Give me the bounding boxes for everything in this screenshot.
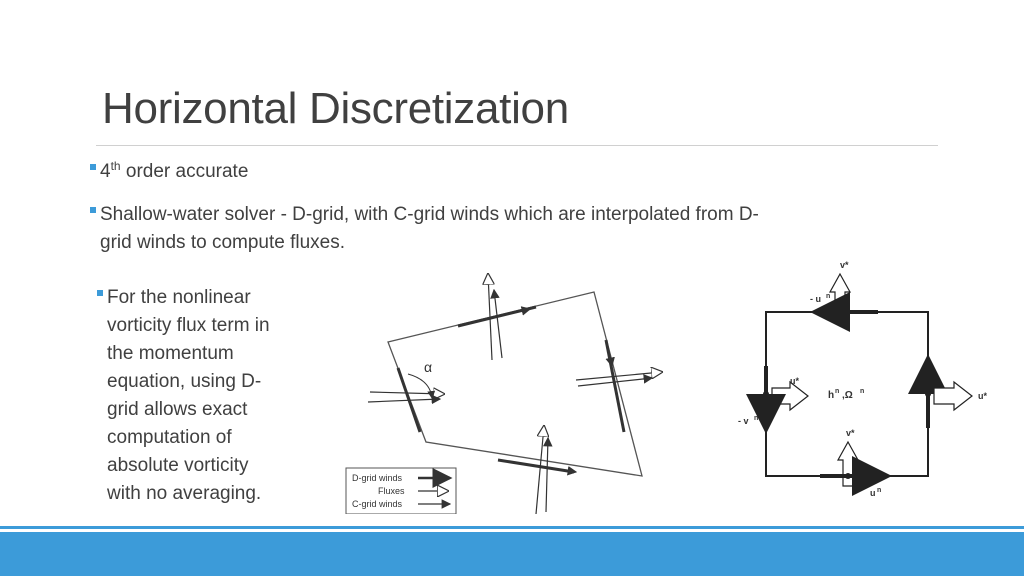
angle-alpha-label: α	[424, 359, 433, 375]
sup-n: n	[826, 293, 831, 300]
title-divider	[96, 145, 938, 146]
label-minus-v-left: - v	[738, 416, 749, 426]
legend-cgrid-label: C-grid winds	[352, 499, 403, 509]
sup-n: n	[835, 388, 840, 395]
label-u-star-right: u*	[978, 391, 987, 401]
bullet-3-line: vorticity flux term in	[107, 315, 270, 336]
bullet-1-sup: th	[110, 159, 121, 173]
bullet-3-line: equation, using D-	[107, 371, 262, 392]
bullet-3-line: computation of	[107, 427, 232, 448]
bullet-square-icon	[90, 207, 96, 213]
label-omega-center: ,Ω	[842, 390, 853, 401]
bullet-square-icon	[97, 290, 103, 296]
sup-n: n	[860, 388, 865, 395]
bullet-1-post: order accurate	[120, 161, 249, 182]
slide-title: Horizontal Discretization	[102, 84, 569, 133]
legend-dgrid-label: D-grid winds	[352, 473, 403, 483]
footer-accent-line	[0, 526, 1024, 529]
bullet-2-line1: Shallow-water solver - D-grid, with C-grid winds which are interpolated from D-	[100, 204, 759, 225]
bullet-3-line: with no averaging.	[107, 483, 262, 504]
label-v-star-bottom: v*	[846, 428, 855, 438]
bullet-3-line: grid allows exact	[107, 399, 248, 420]
bullet-order-accuracy	[90, 158, 248, 186]
legend-fluxes-label: Fluxes	[378, 486, 405, 496]
label-u-star-left: u*	[790, 376, 799, 386]
label-minus-u-top: - u	[810, 294, 821, 304]
angle-arc	[408, 374, 432, 398]
bullet-shallow-water	[90, 201, 940, 257]
sup-n: n	[754, 415, 759, 422]
bullet-3-line: For the nonlinear	[107, 287, 251, 308]
cgrid-wind-arrow	[494, 290, 502, 358]
dgrid-square-cell-figure	[728, 258, 988, 510]
bullet-2-line2: grid winds to compute fluxes.	[100, 232, 346, 253]
bullet-3-line: the momentum	[107, 343, 234, 364]
label-h-center: h	[828, 390, 835, 401]
sup-n: n	[877, 487, 882, 494]
label-u-n-bottom: u	[870, 488, 876, 498]
label-v-star-top: v*	[840, 260, 849, 270]
bullet-square-icon	[90, 164, 96, 170]
bullet-vorticity	[97, 284, 317, 508]
footer-band	[0, 532, 1024, 576]
dgrid-skewed-cell-figure	[340, 262, 680, 514]
bullet-1-pre: 4	[100, 161, 111, 182]
bullet-3-line: absolute vorticity	[107, 455, 249, 476]
